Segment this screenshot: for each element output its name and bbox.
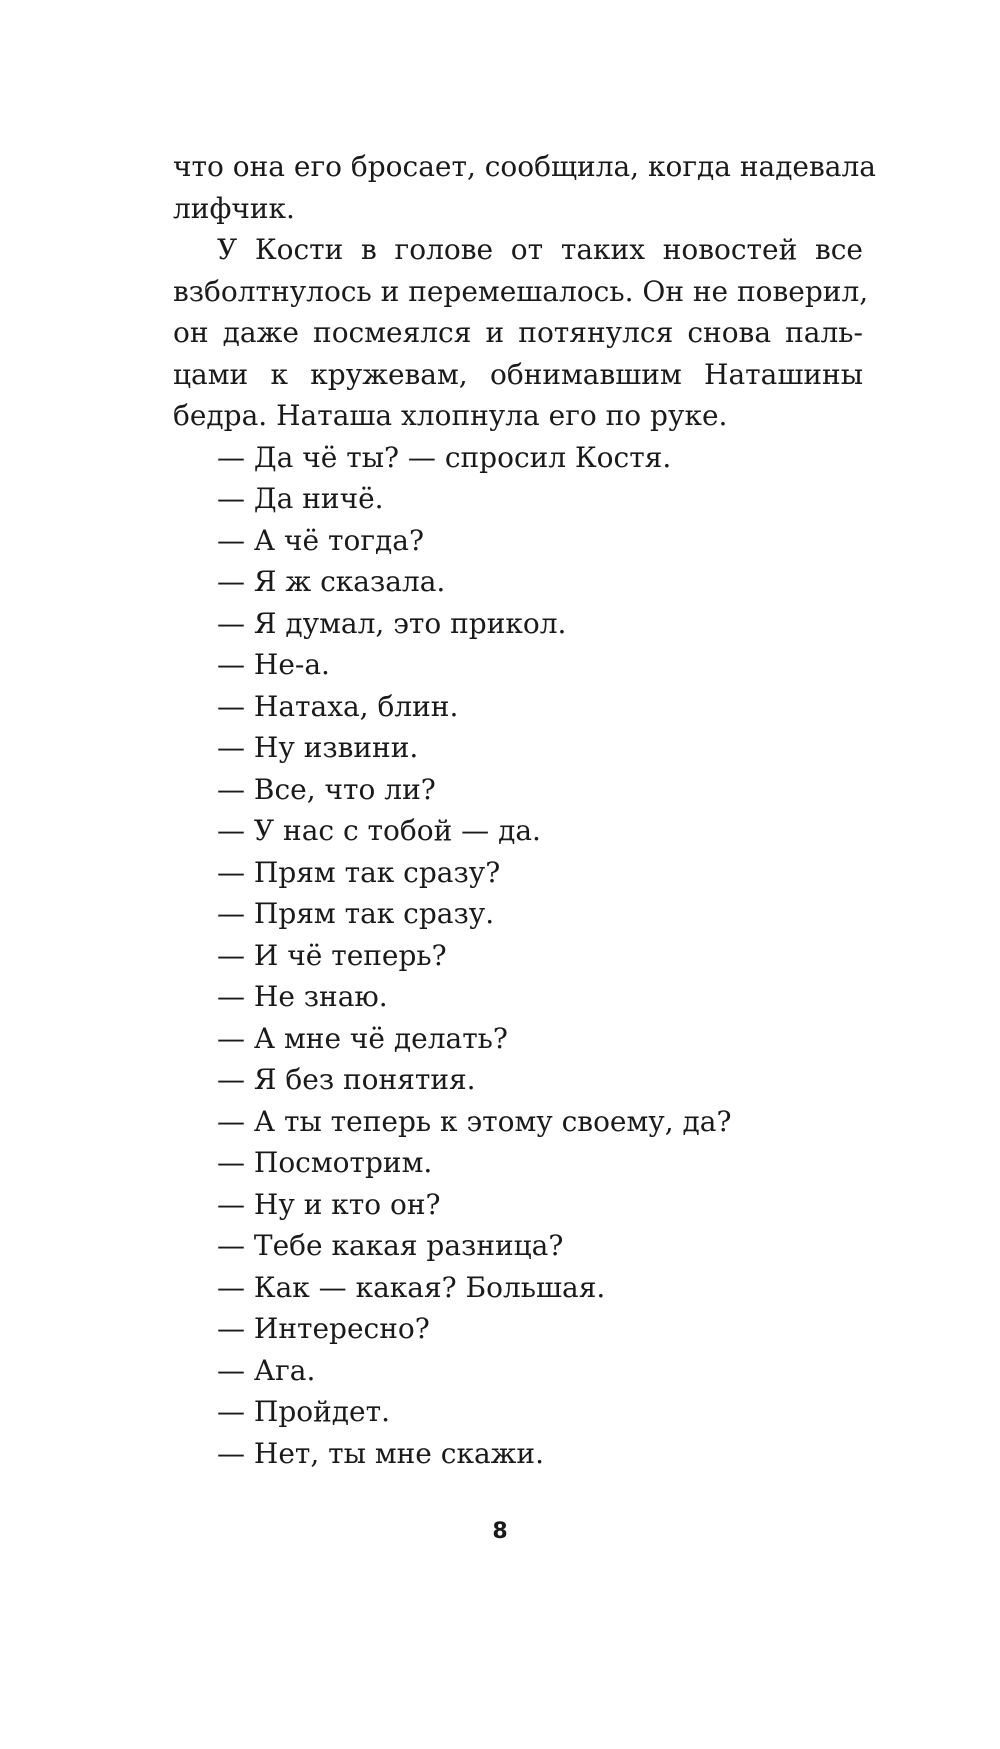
text-line: бедра. Наташа хлопнула его по руке. [173, 399, 728, 432]
dialogue-line: — Интересно? [217, 1312, 430, 1345]
dialogue-line: — Прям так сразу. [217, 897, 495, 930]
dialogue-line: — А мне чё делать? [217, 1021, 508, 1055]
dialogue-line: — А чё тогда? [217, 523, 424, 557]
dialogue-line: — Не-а. [217, 648, 330, 681]
dialogue-block [173, 437, 863, 1475]
dialogue-line: — Да чё ты? — спросил Костя. [217, 440, 672, 474]
body-text [173, 146, 876, 1474]
dialogue-line: — У нас с тобой — да. [217, 814, 541, 847]
dialogue-line: — А ты теперь к этому своему, да? [217, 1104, 732, 1138]
dialogue-line: — Прям так сразу? [217, 855, 501, 889]
dialogue-line: — Не знаю. [217, 980, 388, 1013]
dialogue-line: — Ну извини. [217, 731, 419, 764]
text-line: он даже посмеялся и потянулся снова паль- [173, 316, 863, 349]
dialogue-line: — И чё теперь? [217, 938, 447, 972]
text-line: взболтнулось и перемешалось. Он не поверил, [173, 274, 869, 308]
text-line: лифчик. [173, 191, 295, 225]
dialogue-line: — Посмотрим. [217, 1146, 433, 1179]
dialogue-line: — Натаха, блин. [217, 689, 459, 723]
dialogue-line: — Как — какая? Большая. [217, 1270, 606, 1304]
dialogue-line: — Да ничё. [217, 482, 384, 515]
text-line: что она его бросает, сообщила, когда надевала [173, 150, 876, 183]
dialogue-line: — Ага. [217, 1353, 316, 1387]
dialogue-line: — Все, что ли? [217, 772, 436, 806]
dialogue-line: — Пройдет. [217, 1395, 390, 1428]
dialogue-line: — Я думал, это прикол. [217, 606, 567, 640]
paragraph-2 [173, 229, 869, 437]
text-line: У Кости в голове от таких новостей все [217, 233, 863, 266]
dialogue-line: — Тебе какая разница? [217, 1229, 564, 1262]
paragraph-1 [173, 146, 876, 229]
dialogue-line: — Я без понятия. [217, 1063, 476, 1096]
dialogue-line: — Нет, ты мне скажи. [217, 1436, 544, 1470]
text-line: цами к кружевам, обнимавшим Наташины [173, 357, 863, 391]
dialogue-line: — Я ж сказала. [217, 565, 446, 598]
page-number: 8 [492, 1519, 508, 1544]
dialogue-line: — Ну и кто он? [217, 1187, 441, 1221]
